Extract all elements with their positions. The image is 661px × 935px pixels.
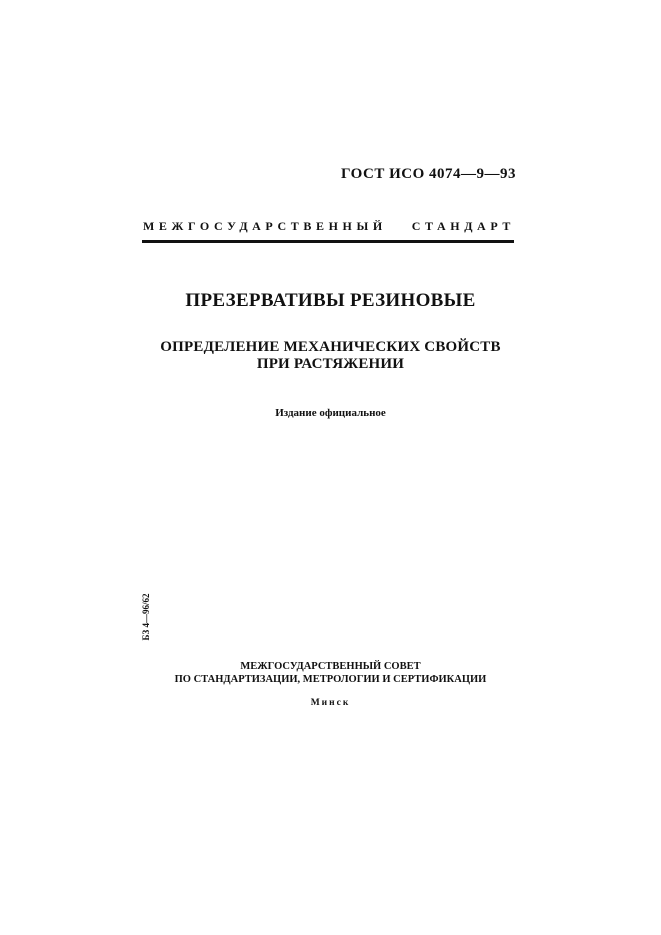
publisher-line-2: ПО СТАНДАРТИЗАЦИИ, МЕТРОЛОГИИ И СЕРТИФИКАЦИИ [174, 674, 487, 685]
side-registration-code [139, 590, 153, 644]
standard-type-heading [143, 219, 515, 234]
publisher-line-1: МЕЖГОСУДАРСТВЕННЫЙ СОВЕТ [240, 661, 421, 672]
side-registration-code-text: БЗ 4—96/62 [141, 593, 151, 641]
document-subtitle [0, 339, 661, 373]
publisher-block [0, 660, 661, 686]
subtitle-line-1: ОПРЕДЕЛЕНИЕ МЕХАНИЧЕСКИХ СВОЙСТВ [160, 339, 501, 355]
document-title: ПРЕЗЕРВАТИВЫ РЕЗИНОВЫЕ [185, 290, 476, 311]
heading-divider [142, 240, 514, 243]
standard-type-word-interstate: МЕЖГОСУДАРСТВЕННЫЙ [143, 219, 387, 233]
edition-note: Издание официальное [275, 407, 386, 419]
standard-type-word-standard: СТАНДАРТ [411, 219, 515, 233]
publication-city: Минск [310, 698, 351, 708]
subtitle-line-2: ПРИ РАСТЯЖЕНИИ [256, 356, 405, 372]
standard-code: ГОСТ ИСО 4074—9—93 [340, 166, 516, 182]
